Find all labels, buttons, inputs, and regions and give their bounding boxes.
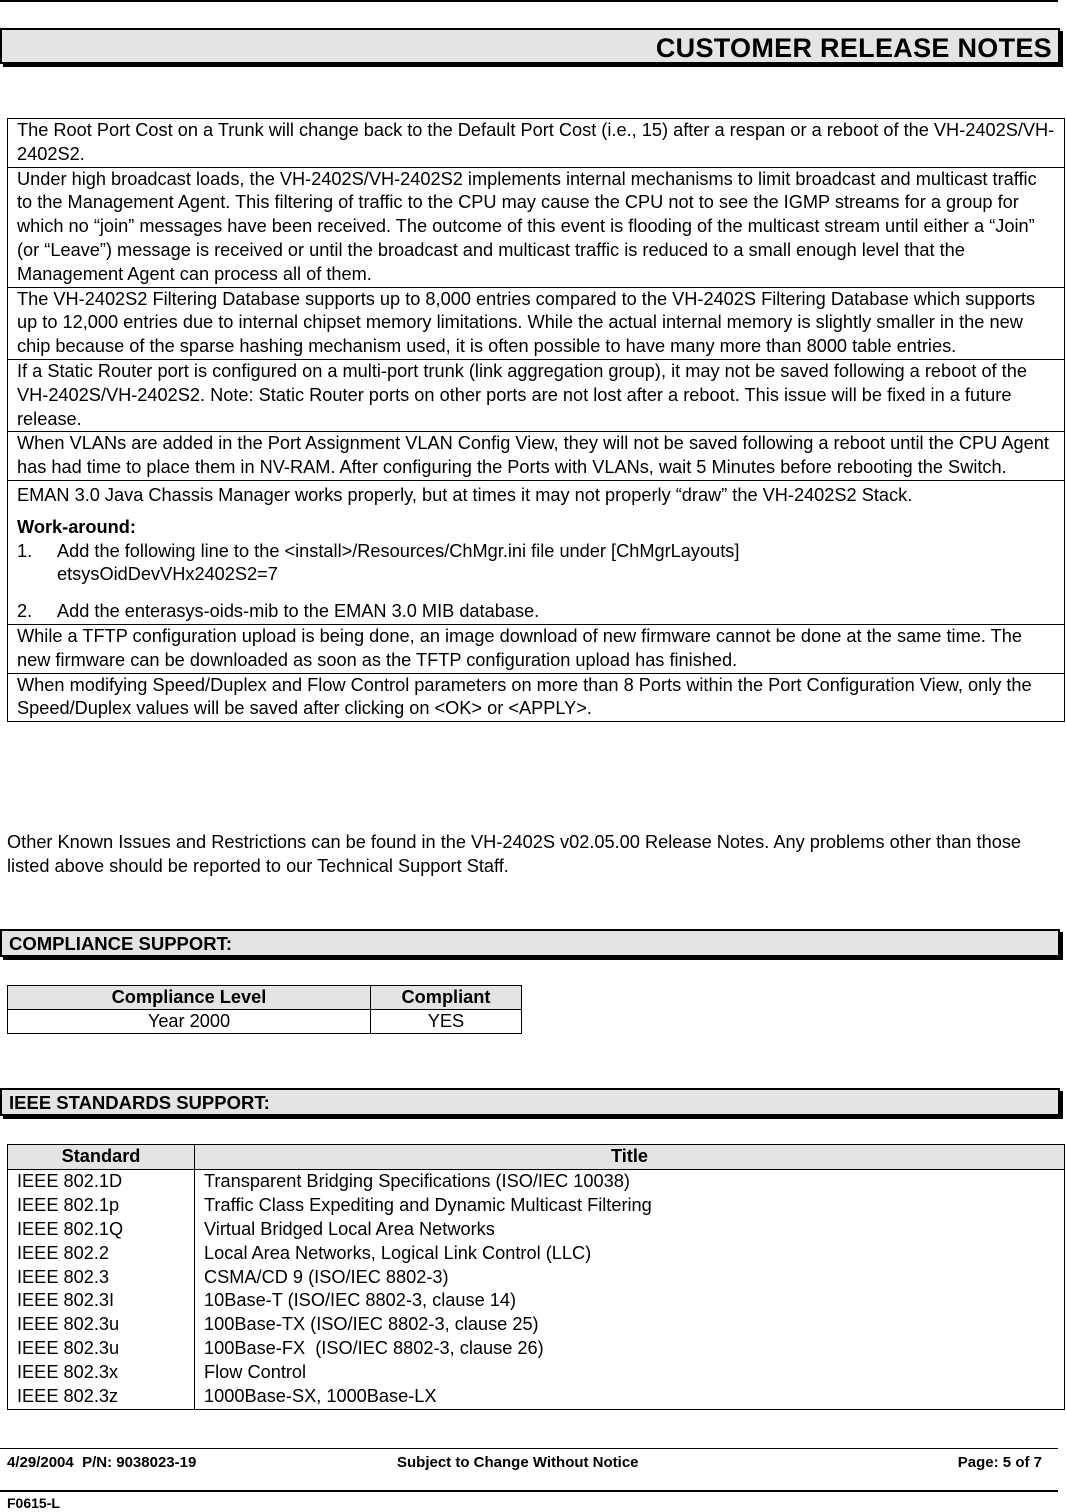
issue-row xyxy=(8,624,1065,673)
column-header-level: Compliance Level xyxy=(8,986,371,1010)
table-row xyxy=(8,1010,522,1034)
issue-row xyxy=(8,673,1065,722)
table-row xyxy=(8,1313,1065,1337)
issue-row xyxy=(8,359,1065,431)
table-row xyxy=(8,1218,1065,1242)
title-cell: Virtual Bridged Local Area Networks xyxy=(195,1218,1065,1242)
issue-row xyxy=(8,287,1065,359)
step-line: Add the following line to the <install>/Resources/ChMgr.ini file under [ChMgrLayouts] xyxy=(57,540,740,561)
known-issues-table xyxy=(7,118,1065,722)
issue-text: When VLANs are added in the Port Assignment VLAN Config View, they will not be saved following a reboot until the CPU Agent has had time to place them in NV-RAM. After configuring the Ports with VLANs, wait 5 Minutes before rebooting the Switch. xyxy=(8,432,1065,481)
table-row xyxy=(8,1194,1065,1218)
table-row xyxy=(8,1169,1065,1193)
column-header-standard: Standard xyxy=(8,1145,195,1170)
issue-text: When modifying Speed/Duplex and Flow Control parameters on more than 8 Ports within the Port Configuration View, only the Speed/Duplex values will be saved after clicking on <OK> or <APPLY>. xyxy=(8,673,1065,722)
title-cell: 100Base-TX (ISO/IEC 8802-3, clause 25) xyxy=(195,1313,1065,1337)
title-cell: 1000Base-SX, 1000Base-LX xyxy=(195,1385,1065,1409)
top-rule xyxy=(0,0,1058,2)
table-row xyxy=(8,1361,1065,1385)
table-row xyxy=(8,1242,1065,1266)
issue-text: While a TFTP configuration upload is being done, an image download of new firmware cannot be done at the same time. The new firmware can be downloaded as soon as the TFTP configuration upload has finished. xyxy=(8,624,1065,673)
step-number: 1. xyxy=(17,540,33,561)
form-id: F0615-L xyxy=(7,1495,60,1511)
issue-row xyxy=(8,119,1065,168)
title-cell: Flow Control xyxy=(195,1361,1065,1385)
standard-cell: IEEE 802.1D xyxy=(8,1169,195,1193)
issue-row xyxy=(8,432,1065,481)
issue-row xyxy=(8,167,1065,287)
compliance-header-row xyxy=(8,986,522,1010)
issue-text: If a Static Router port is configured on a multi-port trunk (link aggregation group), it may not be saved following a reboot of the VH-2402S/VH-2402S2. Note: Static Router ports on other ports are not lost after a reboot. This issue will be fixed in a future release. xyxy=(8,359,1065,431)
step-number: 2. xyxy=(17,601,33,622)
title-cell: Transparent Bridging Specifications (ISO/IEC 10038) xyxy=(195,1169,1065,1193)
column-header-compliant: Compliant xyxy=(371,986,522,1010)
issue-text: The Root Port Cost on a Trunk will change back to the Default Port Cost (i.e., 15) after a respan or a reboot of the VH-2402S/VH-2402S2. xyxy=(8,119,1065,168)
compliance-heading: COMPLIANCE SUPPORT: xyxy=(9,933,233,954)
footer-page-number: Page: 5 of 7 xyxy=(957,1454,1042,1471)
ieee-section-header xyxy=(0,1088,1060,1116)
compliance-table xyxy=(7,985,522,1034)
document-title-banner xyxy=(0,28,1060,64)
standard-cell: IEEE 802.1p xyxy=(8,1194,195,1218)
workaround-step xyxy=(17,540,1055,588)
ieee-standards-table xyxy=(7,1144,1065,1410)
title-cell: 100Base-FX (ISO/IEC 8802-3, clause 26) xyxy=(195,1337,1065,1361)
compliance-section-header xyxy=(0,929,1060,957)
other-issues-note: Other Known Issues and Restrictions can be found in the VH-2402S v02.05.00 Release Notes. Any problems other than those listed above should be reported to our Technical Support Staff. xyxy=(7,832,1022,876)
title-cell: CSMA/CD 9 (ISO/IEC 8802-3) xyxy=(195,1266,1065,1290)
standard-cell: IEEE 802.3 xyxy=(8,1266,195,1290)
standard-cell: IEEE 802.3u xyxy=(8,1337,195,1361)
step-text xyxy=(57,540,739,588)
ieee-heading: IEEE STANDARDS SUPPORT: xyxy=(9,1092,270,1113)
footer-notice: Subject to Change Without Notice xyxy=(397,1454,639,1471)
workaround-label: Work-around: xyxy=(17,516,136,537)
issue-row-eman xyxy=(8,480,1065,624)
title-cell: Traffic Class Expediting and Dynamic Multicast Filtering xyxy=(195,1194,1065,1218)
issue-text: Under high broadcast loads, the VH-2402S/VH-2402S2 implements internal mechanisms to limit broadcast and multicast traffic to the Management Agent. This filtering of traffic to the CPU may cause the CPU not to see the IGMP streams for a group for which no “join” messages have been received. The outcome of this event is flooding of the multicast stream until either a “Join” (or “Leave”) message is received or until the broadcast and multicast traffic is reduced to a small enough level that the Management Agent can process all of them. xyxy=(8,167,1065,287)
title-cell: Local Area Networks, Logical Link Control (LLC) xyxy=(195,1242,1065,1266)
step-line: Add the enterasys-oids-mib to the EMAN 3.0 MIB database. xyxy=(57,601,540,622)
standard-cell: IEEE 802.2 xyxy=(8,1242,195,1266)
issue-cell-eman xyxy=(8,480,1065,624)
standard-cell: IEEE 802.3z xyxy=(8,1385,195,1409)
standard-cell: IEEE 802.3x xyxy=(8,1361,195,1385)
standard-cell: IEEE 802.3u xyxy=(8,1313,195,1337)
step-line: etsysOidDevVHx2402S2=7 xyxy=(57,564,278,585)
form-rule xyxy=(0,1490,1058,1492)
title-cell: 10Base-T (ISO/IEC 8802-3, clause 14) xyxy=(195,1289,1065,1313)
footer-date-part-number: 4/29/2004 P/N: 9038023-19 xyxy=(7,1454,197,1471)
footer-rule xyxy=(0,1448,1058,1449)
standard-cell: IEEE 802.1Q xyxy=(8,1218,195,1242)
table-row xyxy=(8,1289,1065,1313)
eman-issue-text: EMAN 3.0 Java Chassis Manager works properly, but at times it may not properly “draw” the VH-2402S2 Stack. xyxy=(17,484,913,505)
workaround-step xyxy=(17,600,1055,624)
ieee-header-row xyxy=(8,1145,1065,1170)
table-row xyxy=(8,1385,1065,1409)
issue-text: The VH-2402S2 Filtering Database supports up to 8,000 entries compared to the VH-2402S Filtering Database which supports up to 12,000 entries due to internal chipset memory limitations. While the actual internal memory is slightly smaller in the new chip because of the sparse hashing mechanism used, it is often possible to have many more than 8000 table entries. xyxy=(8,287,1065,359)
document-title: CUSTOMER RELEASE NOTES xyxy=(655,33,1052,63)
standard-cell: IEEE 802.3I xyxy=(8,1289,195,1313)
compliance-level-cell: Year 2000 xyxy=(8,1010,371,1034)
table-row xyxy=(8,1337,1065,1361)
table-row xyxy=(8,1266,1065,1290)
column-header-title: Title xyxy=(195,1145,1065,1170)
compliant-cell: YES xyxy=(371,1010,522,1034)
